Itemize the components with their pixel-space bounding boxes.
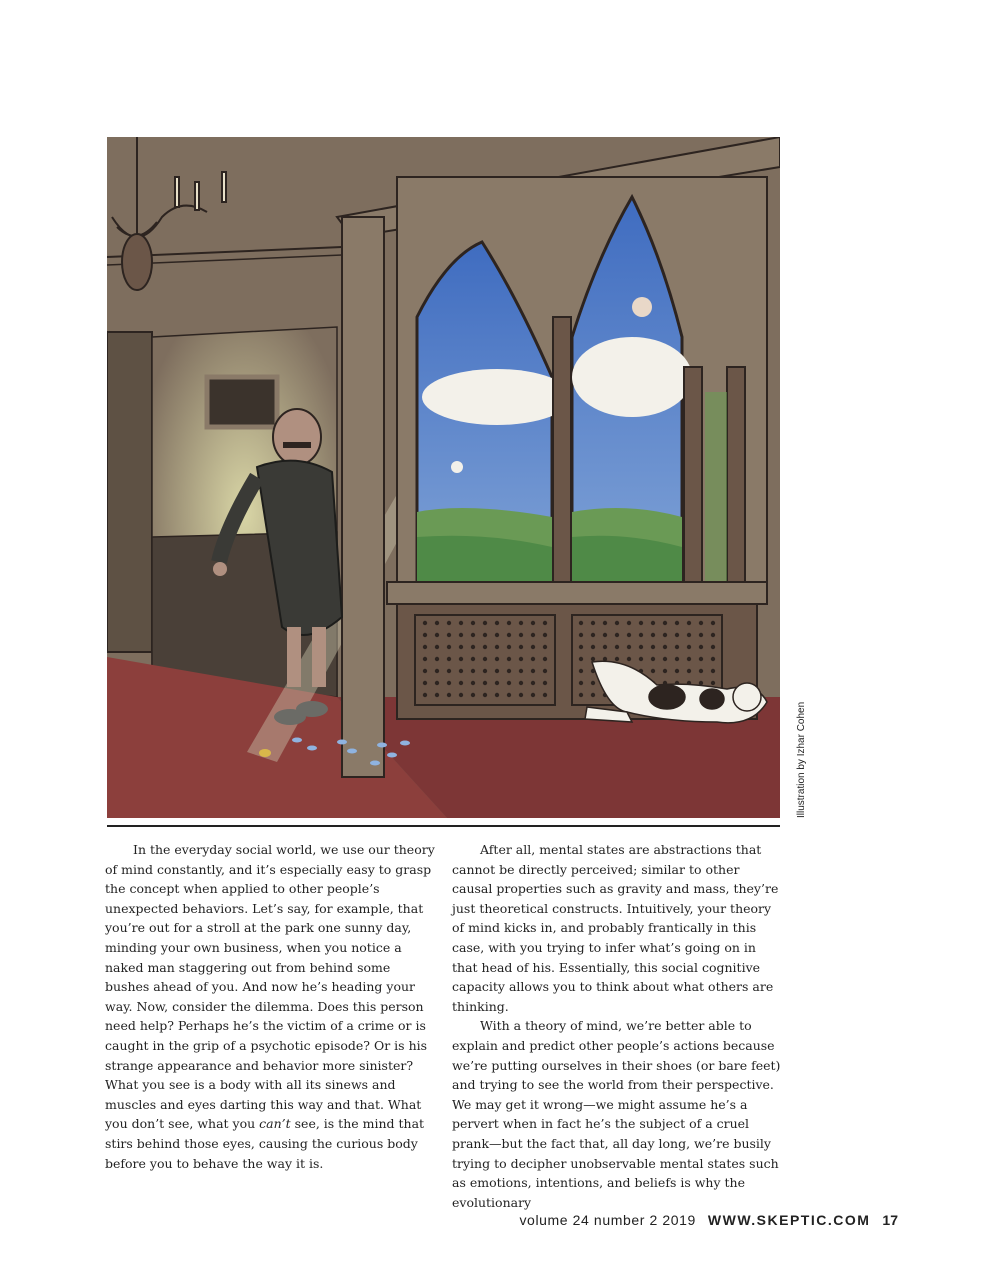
paragraph: After all, mental states are abstractions that cannot be directly perceived; similar to other causal properties such as gravity and mass, they’re just theoretical constructs. Intuitively, your theory of mind kicks in, and probably frantically in this case, with you trying to infer what’s going on in that head of his. Essentially, this social cognitive capacity allows you to think about what others are thinking. — [452, 842, 779, 1014]
illustration — [107, 137, 780, 818]
window-column — [553, 317, 571, 587]
issue-info: volume 24 number 2 2019 — [519, 1212, 696, 1228]
framed-picture — [207, 377, 277, 427]
doorway — [107, 332, 152, 652]
corner-pilaster — [342, 217, 384, 777]
illustration-credit — [782, 682, 807, 818]
page-footer — [519, 1212, 898, 1228]
page-number: 17 — [882, 1212, 898, 1228]
paragraph: With a theory of mind, we’re better able to explain and predict other people’s actions because we’re putting ourselves in their shoes (or bare feet) and trying to see the world from their perspective. We may get it wrong—we might assume he’s a pervert when in fact he’s the subject of a cruel prank—but the fact that, all day long, we’re busily trying to decipher unobservable mental states such as emotions, intentions, and beliefs is why the evolutionary — [452, 1018, 781, 1210]
emphasis: can’t — [259, 1116, 291, 1132]
article-column-1 — [105, 840, 435, 1173]
paragraph: In the everyday social world, we use our theory of mind constantly, and it’s especially easy to grasp the concept when applied to other people’s unexpected behaviors. Let’s say, for example, that you’re out for a stroll at the park one sunny day, minding your own business, when you notice a naked man staggering out from behind some bushes ahead of you. And now he’s heading your way. Now, consider the dilemma. Does this person need help? Perhaps he’s the victim of a crime or is caught in the grip of a psychotic episode? Or is his strange appearance and behavior more sinister? What you see is a body with all its sinews and muscles and eyes darting this way and that. What you don’t see, what you can’t see, is the mind that stirs behind those eyes, causing the curious body before you to behave the way it is. — [105, 842, 435, 1171]
coin — [259, 749, 271, 757]
divider-rule — [107, 825, 780, 827]
article-column-2 — [452, 840, 782, 1212]
website-url: WWW.SKEPTIC.COM — [707, 1212, 871, 1228]
credit-text: Illustration by Izhar Cohen — [796, 701, 807, 818]
